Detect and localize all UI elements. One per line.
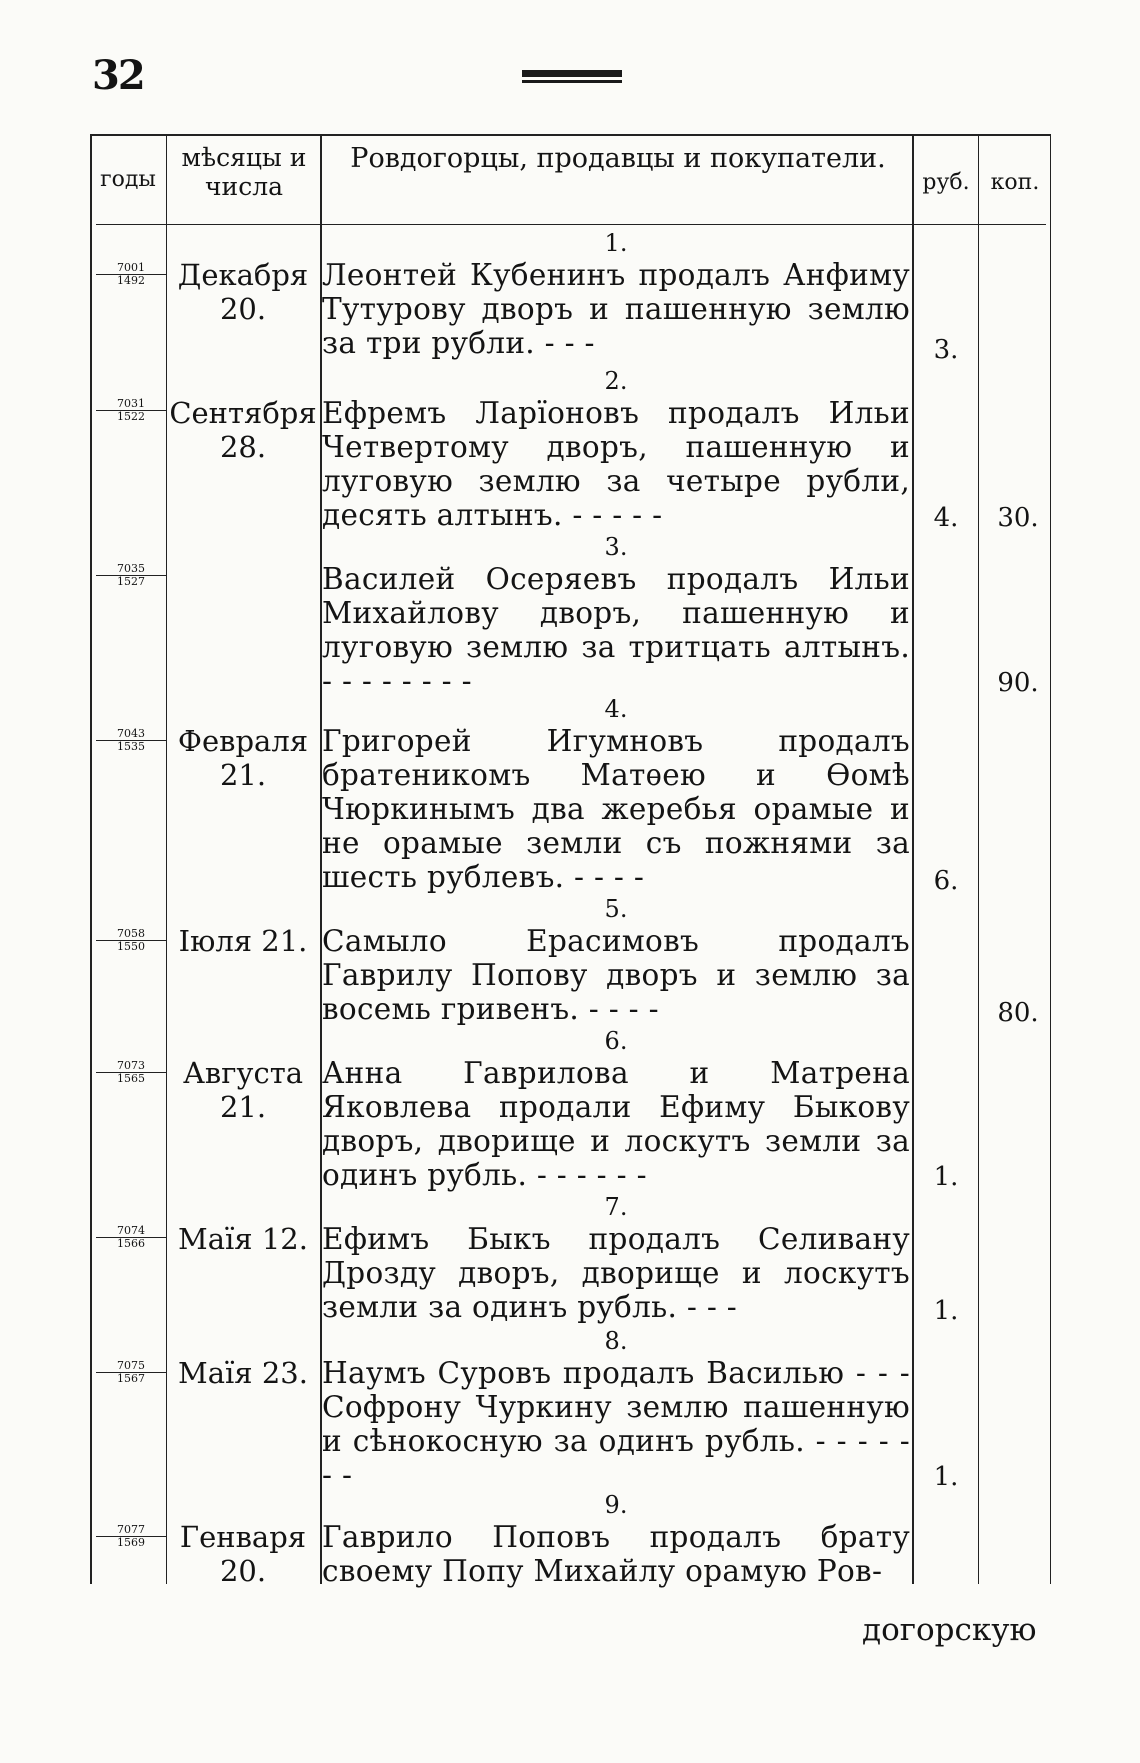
entry-number: 4. [604, 695, 628, 723]
table-left-border [90, 134, 92, 1584]
date-day: 21. [219, 1090, 267, 1124]
date-month: Маїя 23. [178, 1356, 308, 1390]
year-cell [96, 262, 166, 287]
entry-text: Гаврило Поповъ продалъ брату своему Попу Михайлу орамую Ров- [322, 1520, 910, 1588]
header-rub: руб. [922, 170, 970, 195]
table-top-rule [90, 134, 1050, 136]
entry-number: 9. [604, 1491, 628, 1519]
date-cell [168, 924, 318, 958]
year-am: 7073 [96, 1060, 166, 1073]
date-cell [168, 396, 318, 464]
entry-number: 1. [604, 229, 628, 257]
entry [322, 894, 910, 1026]
entry [322, 366, 910, 532]
catchword: догорскую [862, 1612, 1037, 1648]
year-cell [96, 398, 166, 423]
year-cell [96, 1060, 166, 1085]
entry-text: Леонтей Кубенинъ продалъ Анфиму Тутурову дворъ и пашенную землю за три рубли. - - - [322, 258, 910, 360]
amount-kop: 90. [997, 668, 1039, 698]
date-month: Декабря [177, 258, 309, 292]
entry [322, 1192, 910, 1324]
amount-rub: 4. [933, 503, 959, 533]
entry-number: 8. [604, 1327, 628, 1355]
date-cell [168, 1222, 318, 1256]
year-am: 7058 [96, 928, 166, 941]
entry-text: Василей Осеряевъ продалъ Ильи Михайлову дворъ, пашенную и луговую землю за тритцать алтынъ. - - - - - - - - [322, 562, 910, 698]
col-divider-rub [978, 134, 979, 1584]
year-am: 7001 [96, 262, 166, 275]
entry-number: 5. [604, 895, 628, 923]
date-day: 20. [219, 1554, 267, 1588]
amount-kop: 30. [997, 503, 1039, 533]
head-ornament-rule-thin [522, 80, 622, 83]
year-cell [96, 563, 166, 588]
entry-number: 7. [604, 1193, 628, 1221]
entry-text: Ефремъ Ларїоновъ продалъ Ильи Четвертому дворъ, пашенную и луговую землю за четыре рубли, десять алтынъ. - - - - - [322, 396, 910, 532]
year-ad: 1492 [117, 274, 145, 287]
amount-kop: 80. [997, 998, 1039, 1028]
col-divider-names [912, 134, 914, 1584]
year-cell [96, 928, 166, 953]
entry-text: Анна Гаврилова и Матрена Яковлева продали Ефиму Быкову дворъ, дворище и лоскутъ земли за одинъ рубль. - - - - - - [322, 1056, 910, 1192]
year-ad: 1522 [117, 410, 145, 423]
year-ad: 1550 [117, 940, 145, 953]
year-ad: 1566 [117, 1237, 145, 1250]
year-am: 7031 [96, 398, 166, 411]
header-months: мѣсяцы и числа [181, 143, 307, 201]
header-bottom-rule [96, 224, 1046, 225]
amount-rub: 1. [933, 1162, 959, 1192]
entry [322, 694, 910, 894]
header-years: годы [100, 167, 156, 192]
entry [322, 228, 910, 360]
entry [322, 1026, 910, 1192]
year-ad: 1527 [117, 575, 145, 588]
amount-rub: 1. [933, 1296, 959, 1326]
entry-number: 3. [604, 533, 628, 561]
year-am: 7043 [96, 728, 166, 741]
year-ad: 1565 [117, 1072, 145, 1085]
head-ornament-rule [522, 70, 622, 77]
header-names: Ровдогорцы, продавцы и покупатели. [350, 143, 886, 174]
entry [322, 1490, 910, 1588]
year-am: 7035 [96, 563, 166, 576]
year-ad: 1535 [117, 740, 145, 753]
year-ad: 1569 [117, 1536, 145, 1549]
date-day: 20. [219, 292, 267, 326]
date-day: 28. [219, 430, 267, 464]
table-right-border [1050, 134, 1051, 1584]
entry-text: Наумъ Суровъ продалъ Василью - - - Софрону Чуркину землю пашенную и сѣнокосную за одинъ рубль. - - - - - - - [322, 1356, 910, 1492]
entry-number: 2. [604, 367, 628, 395]
year-ad: 1567 [117, 1372, 145, 1385]
date-month: Генваря [179, 1520, 307, 1554]
date-cell [168, 1520, 318, 1588]
col-divider-years [166, 134, 167, 1584]
year-am: 7077 [96, 1524, 166, 1537]
page-number: 32 [92, 52, 144, 99]
entry [322, 532, 910, 698]
year-cell [96, 1524, 166, 1549]
header-kop: коп. [990, 170, 1040, 195]
date-cell [168, 1056, 318, 1124]
entry-number: 6. [604, 1027, 628, 1055]
year-cell [96, 728, 166, 753]
date-cell [168, 1356, 318, 1390]
year-cell [96, 1360, 166, 1385]
date-month: Февраля [177, 724, 309, 758]
date-day: 21. [219, 758, 267, 792]
amount-rub: 3. [933, 335, 959, 365]
entry [322, 1326, 910, 1492]
date-month: Маїя 12. [178, 1222, 308, 1256]
date-cell [168, 724, 318, 792]
amount-rub: 6. [933, 866, 959, 896]
date-cell [168, 258, 318, 326]
year-cell [96, 1225, 166, 1250]
entry-text: Григорей Игумновъ продалъ братеникомъ Матѳею и Ѳомѣ Чюркинымъ два жеребья орамые и не орамые земли съ пожнями за шесть рублевъ. - - - - [322, 724, 910, 894]
entry-text: Ефимъ Быкъ продалъ Селивану Дрозду дворъ, дворище и лоскутъ земли за одинъ рубль. - - - [322, 1222, 910, 1324]
year-am: 7074 [96, 1225, 166, 1238]
entry-text: Самыло Ерасимовъ продалъ Гаврилу Попову дворъ и землю за восемь гривенъ. - - - - [322, 924, 910, 1026]
amount-rub: 1. [933, 1462, 959, 1492]
date-month: Іюля 21. [178, 924, 308, 958]
date-month: Сентября [169, 396, 317, 430]
date-month: Августа [182, 1056, 304, 1090]
year-am: 7075 [96, 1360, 166, 1373]
